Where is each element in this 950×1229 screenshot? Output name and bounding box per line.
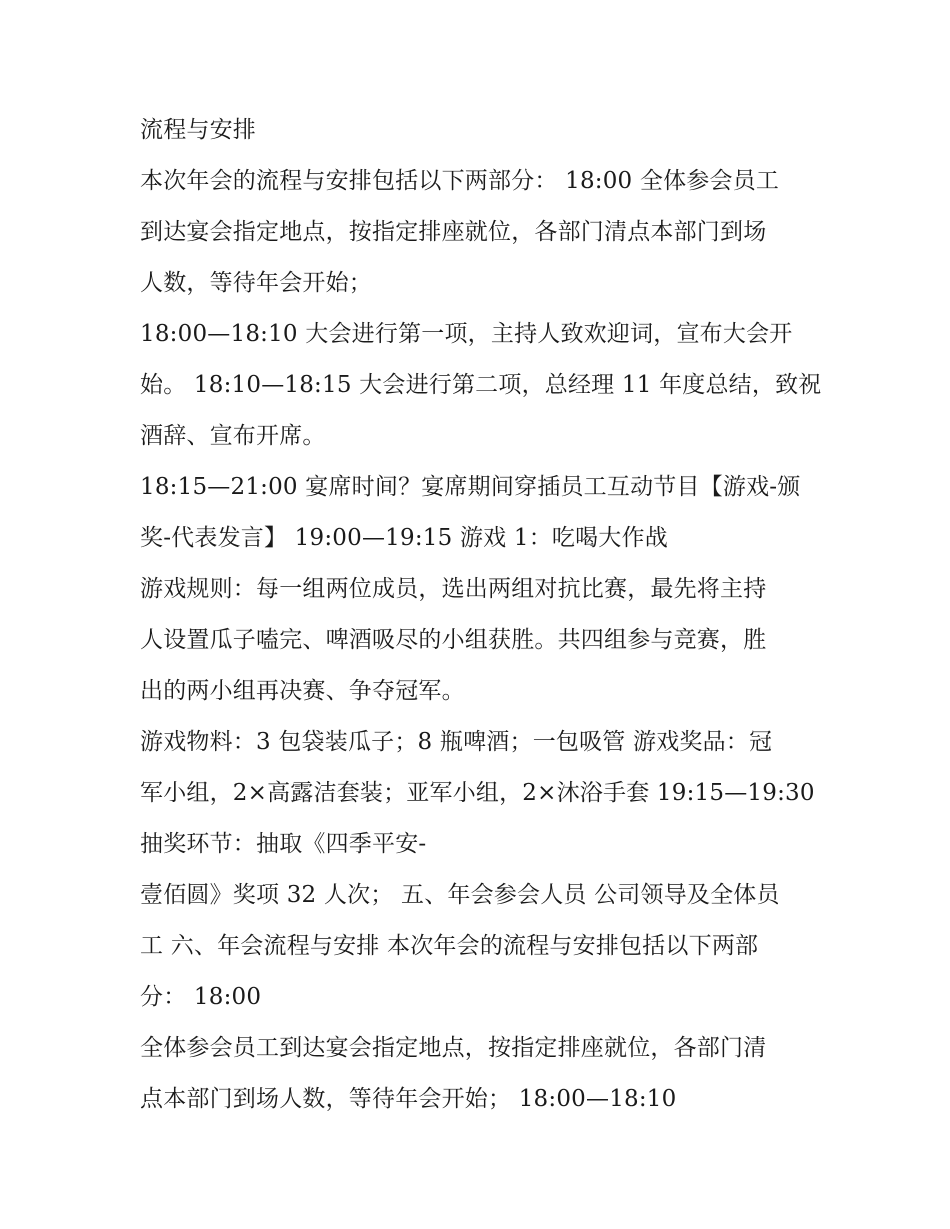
text-line: 分： 18:00: [140, 984, 262, 1010]
text-line: 全体参会员工到达宴会指定地点，按指定排座就位，各部门清: [140, 1035, 767, 1061]
text-line: 奖-代表发言】 19:00—19:15 游戏 1：吃喝大作战: [140, 525, 668, 551]
document-body: [140, 105, 820, 1125]
text-line: 军小组，2×高露洁套装；亚军小组，2×沐浴手套 19:15—19:30: [140, 780, 815, 806]
text-line: 18:00—18:10 大会进行第一项，主持人致欢迎词，宣布大会开: [140, 321, 793, 347]
text-line: 人设置瓜子嗑完、啤酒吸尽的小组获胜。共四组参与竞赛，胜: [140, 627, 767, 653]
text-line: 游戏物料：3 包袋装瓜子；8 瓶啤酒；一包吸管 游戏奖品：冠: [140, 729, 773, 755]
text-line: 点本部门到场人数，等待年会开始； 18:00—18:10: [140, 1086, 677, 1112]
text-line: 到达宴会指定地点，按指定排座就位，各部门清点本部门到场: [140, 219, 767, 245]
section-heading: 流程与安排: [140, 117, 256, 143]
text-line: 始。 18:10—18:15 大会进行第二项，总经理 11 年度总结，致祝: [140, 372, 822, 398]
text-line: 18:15—21:00 宴席时间？宴席期间穿插员工互动节目【游戏-颁: [140, 474, 801, 500]
text-line: 壹佰圆》奖项 32 人次； 五、年会参会人员 公司领导及全体员: [140, 882, 780, 908]
text-line: 本次年会的流程与安排包括以下两部分： 18:00 全体参会员工: [140, 168, 780, 194]
text-line: 酒辞、宣布开席。: [140, 423, 326, 449]
text-line: 工 六、年会流程与安排 本次年会的流程与安排包括以下两部: [140, 933, 759, 959]
text-line: 人数，等待年会开始；: [140, 270, 372, 296]
text-line: 出的两小组再决赛、争夺冠军。: [140, 678, 465, 704]
text-line: 抽奖环节：抽取《四季平安-: [140, 831, 427, 857]
text-line: 游戏规则：每一组两位成员，选出两组对抗比赛，最先将主持: [140, 576, 767, 602]
